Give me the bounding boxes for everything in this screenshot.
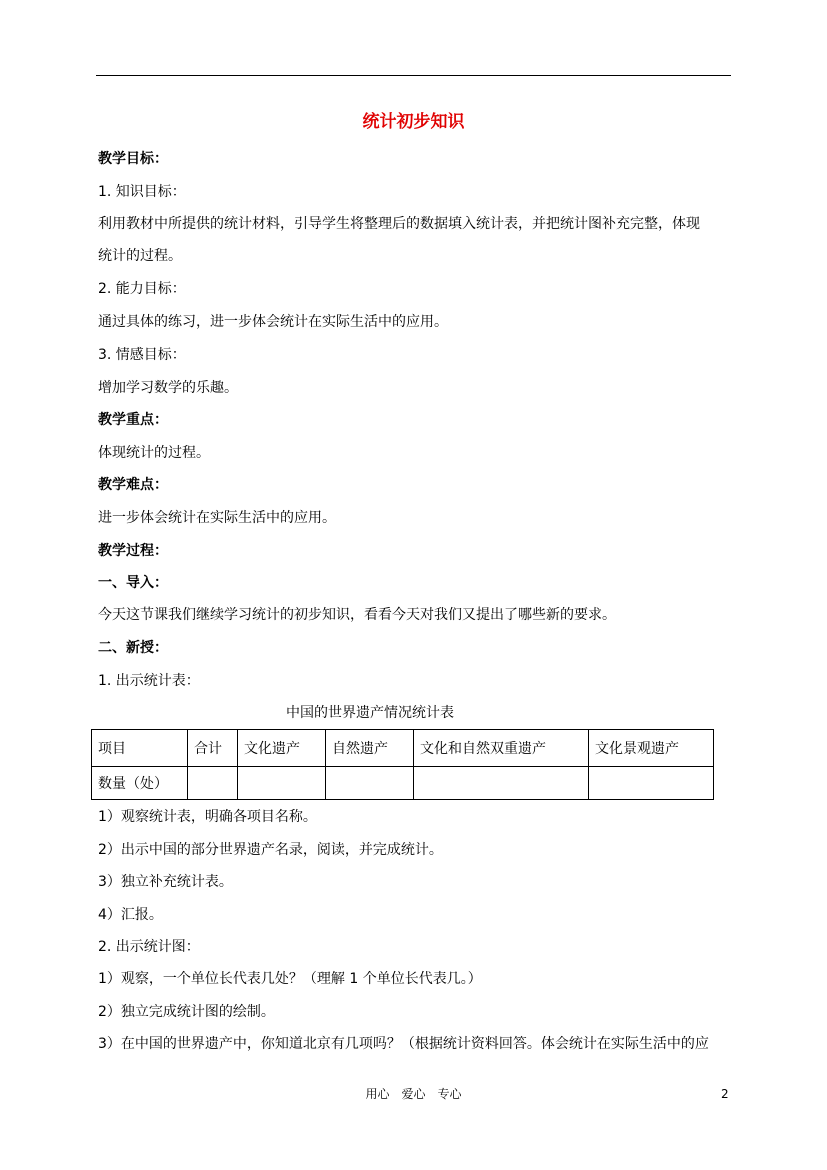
table-row bbox=[92, 767, 714, 800]
table-header-cell: 文化遗产 bbox=[238, 730, 326, 767]
goal-knowledge-text-2: 统计的过程。 bbox=[98, 248, 182, 264]
step-report: 4）汇报。 bbox=[98, 907, 163, 923]
table-cell bbox=[238, 767, 326, 800]
table-header-row bbox=[92, 730, 714, 767]
table-cell bbox=[589, 767, 714, 800]
goal-ability-label: 2. 能力目标： bbox=[98, 281, 186, 297]
table-caption: 中国的世界遗产情况统计表 bbox=[286, 705, 454, 721]
heading-new-lesson: 二、新授： bbox=[98, 640, 168, 656]
difficulties-text: 进一步体会统计在实际生活中的应用。 bbox=[98, 510, 336, 526]
table-cell: 数量（处） bbox=[92, 767, 188, 800]
heading-key-points: 教学重点： bbox=[98, 412, 168, 428]
table-header-cell: 合计 bbox=[188, 730, 238, 767]
key-points-text: 体现统计的过程。 bbox=[98, 445, 210, 461]
table-header-cell: 自然遗产 bbox=[326, 730, 414, 767]
step-read-list: 2）出示中国的部分世界遗产名录，阅读，并完成统计。 bbox=[98, 842, 443, 858]
page-number: 2 bbox=[721, 1087, 729, 1101]
step-observe-table: 1）观察统计表，明确各项目名称。 bbox=[98, 809, 317, 825]
goal-emotion-text: 增加学习数学的乐趣。 bbox=[98, 380, 238, 396]
step-fill-table: 3）独立补充统计表。 bbox=[98, 874, 233, 890]
heritage-stats-table bbox=[91, 729, 714, 800]
goal-ability-text: 通过具体的练习，进一步体会统计在实际生活中的应用。 bbox=[98, 314, 448, 330]
goal-knowledge-text-1: 利用教材中所提供的统计材料，引导学生将整理后的数据填入统计表，并把统计图补充完整，体现 bbox=[98, 216, 700, 232]
step-show-table: 1. 出示统计表： bbox=[98, 673, 200, 689]
table-cell bbox=[414, 767, 589, 800]
introduction-text: 今天这节课我们继续学习统计的初步知识，看看今天对我们又提出了哪些新的要求。 bbox=[98, 607, 616, 623]
step-beijing-question: 3）在中国的世界遗产中，你知道北京有几项吗？（根据统计资料回答。体会统计在实际生活中的应 bbox=[98, 1036, 709, 1052]
table-header-cell: 文化和自然双重遗产 bbox=[414, 730, 589, 767]
document-title: 统计初步知识 bbox=[362, 112, 465, 132]
table-cell bbox=[326, 767, 414, 800]
goal-knowledge-label: 1. 知识目标： bbox=[98, 184, 186, 200]
page-footer: 用心 爱心 专心 bbox=[365, 1087, 462, 1101]
heading-process: 教学过程： bbox=[98, 543, 168, 559]
goal-emotion-label: 3. 情感目标： bbox=[98, 347, 186, 363]
step-draw-chart: 2）独立完成统计图的绘制。 bbox=[98, 1004, 275, 1020]
step-observe-unit: 1）观察，一个单位长代表几处？（理解 1 个单位长代表几。） bbox=[98, 971, 482, 987]
table-cell bbox=[188, 767, 238, 800]
step-show-chart: 2. 出示统计图： bbox=[98, 939, 200, 955]
table-header-cell: 文化景观遗产 bbox=[589, 730, 714, 767]
header-rule bbox=[96, 75, 731, 76]
table-header-cell: 项目 bbox=[92, 730, 188, 767]
heading-introduction: 一、导入： bbox=[98, 575, 168, 591]
heading-difficulties: 教学难点： bbox=[98, 477, 168, 493]
heading-teaching-goals: 教学目标： bbox=[98, 151, 168, 167]
